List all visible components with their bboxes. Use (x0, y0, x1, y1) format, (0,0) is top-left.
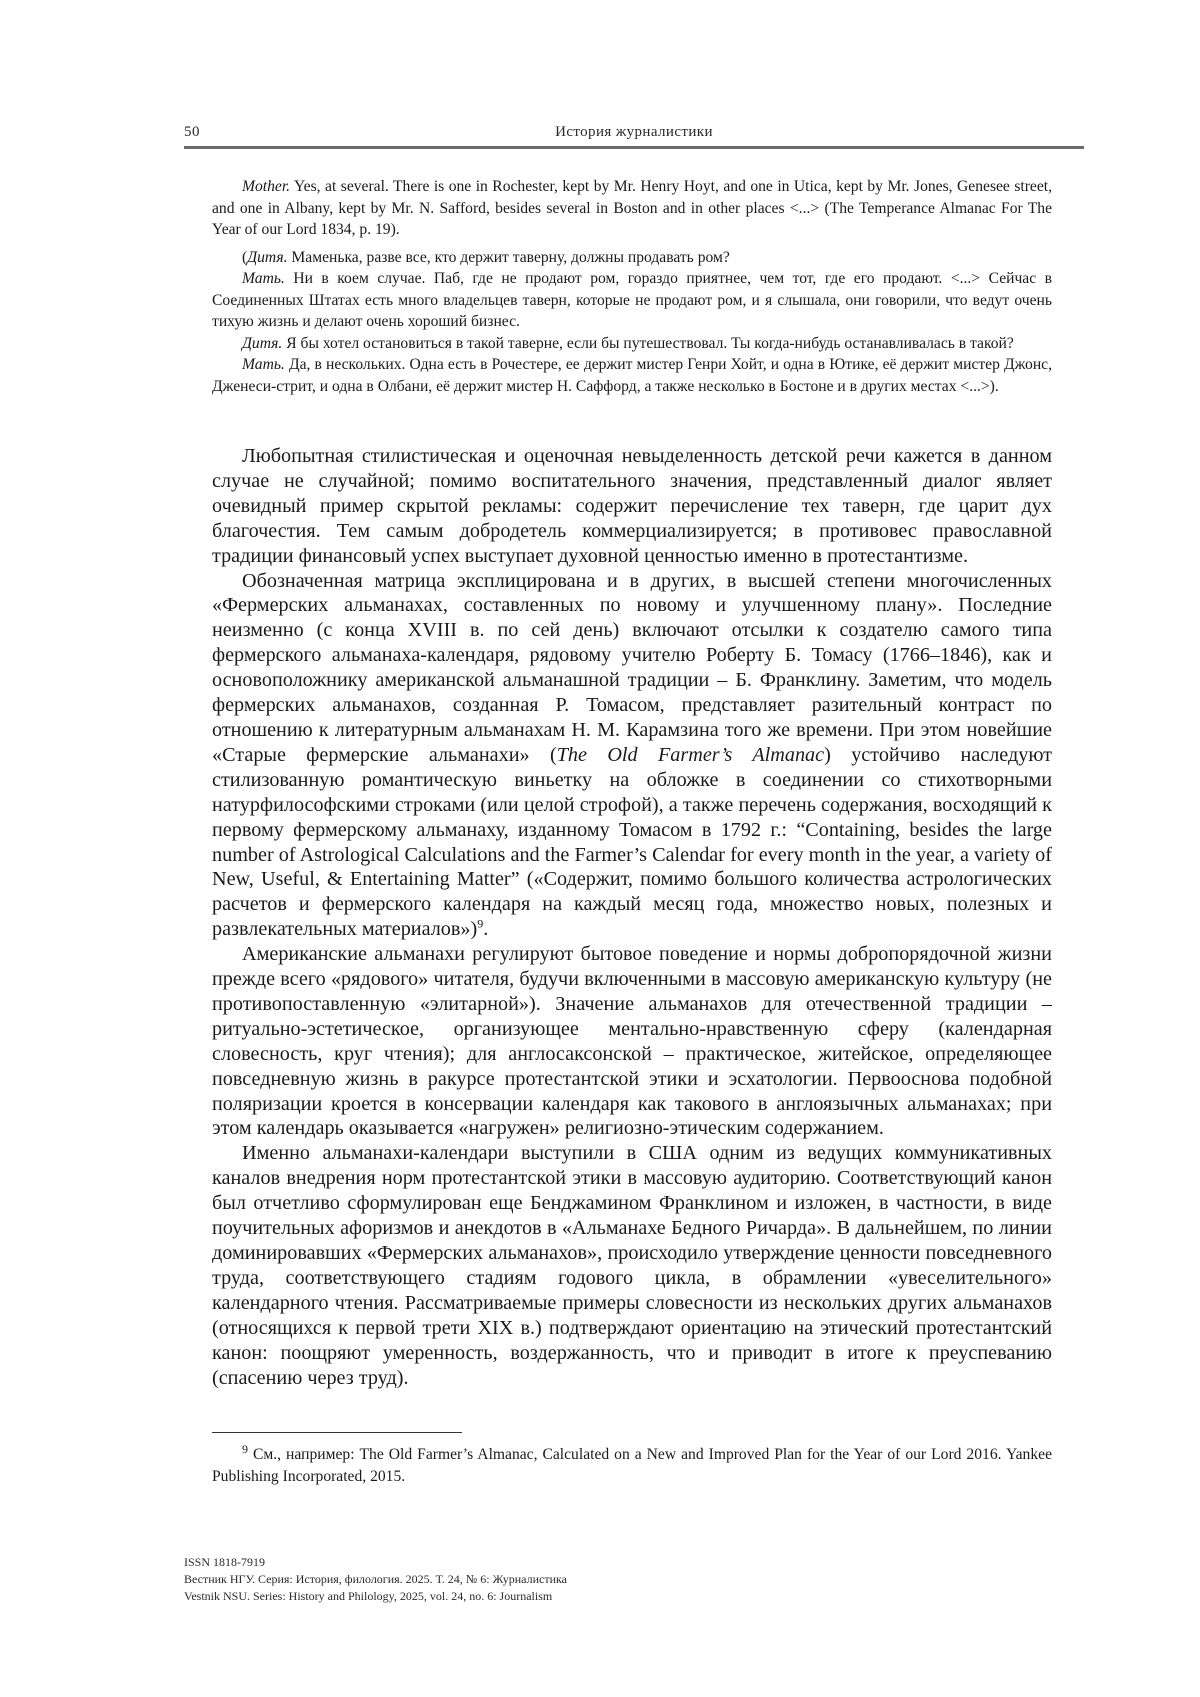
body-paragraph-2: Обозначенная матрица эксплицирована и в других, в высшей степени многочисленных «Фермерских альманахах, составленных по новому и улучшенному плану». Последние неизменно (с конца XVIII в. по сей день) включают отсылки к создателю самого типа фермерского альманаха-календаря, рядовому учителю Роберту Б. Томасу (1766–1846), как и основоположнику американской альманашной традиции – Б. Франклину. Заметим, что модель фермерских альманахов, созданная Р. Томасом, представляет разительный контраст по отношению к литературным альманахам Н. М. Карамзина того же времени. При этом новейшие «Старые фермерские альманахи» (The Old Farmer’s Almanac) устойчиво наследуют стилизованную романтическую виньетку на обложке в соединении со стихотворными натурфилософскими строками (или целой строфой), а также перечень содержания, восходящий к первому фермерскому альманаху, изданному Томасом в 1792 г.: “Containing, besides the large number of Astrological Calculations and the Farmer’s Calendar for every month in the year, a variety of New, Useful, & Entertaining Matter” («Содержит, помимо большого количества астрологических расчетов и фермерского календаря на каждый месяц года, множество новых, полезных и развлекательных материалов»)9. (212, 569, 1052, 943)
translation-paragraph (212, 354, 1052, 397)
body-paragraph-1: Любопытная стилистическая и оценочная невыделенность детской речи кажется в данном случае не случайной; помимо воспитательного значения, представленный диалог являет очевидный пример скрытой рекламы: содержит перечисление тех таверн, где царит дух благочестия. Тем самым добродетель коммерциализируется; в противовес православной традиции финансовый успех выступает духовной ценностью именно в протестантизме. (212, 444, 1052, 569)
quote-text: Да, в нескольких. Одна есть в Рочестере, ее держит мистер Генри Хойт, и одна в Ютике, её держит мистер Джонс, Дженеси-стрит, и одна в Олбани, её держит мистер Н. Саффорд, а также несколько в Бостоне и в других местах <...>). (212, 356, 1052, 395)
body-paragraph-4: Именно альманахи-календари выступили в США одним из ведущих коммуникативных каналов внедрения норм протестантской этики в массовую аудиторию. Соответствующий канон был отчетливо сформулирован еще Бенджамином Франклином и изложен, в частности, в виде поучительных афоризмов и анекдотов в «Альманахе Бедного Ричарда». В дальнейшем, по линии доминировавших «Фермерских альманахов», происходило утверждение ценности повседневного труда, соответствующего стадиям годового цикла, в обрамлении «увеселительного» календарного чтения. Рассматриваемые примеры словесности из нескольких других альманахов (относящихся к первой трети XIX в.) подтверждают ориентацию на этический протестантский канон: поощряют умеренность, воздержанность, что и приводит в итоге к преуспеванию (спасению через труд). (212, 1141, 1052, 1390)
imprint-russian: Вестник НГУ. Серия: История, филология. 2025. Т. 24, № 6: Журналистика (184, 1571, 884, 1588)
footnote-reference[interactable]: 9 (477, 916, 483, 930)
almanac-title-italic: The Old Farmer’s Almanac (557, 744, 824, 766)
quote-text: Я бы хотел остановиться в такой таверне, если бы путешествовал. Ты когда-нибудь останавливалась в такой? (282, 335, 1013, 352)
quote-text: Yes, at several. There is one in Rochester, kept by Mr. Henry Hoyt, and one in Utica, kept by Mr. Jones, Genesee street, and one in Albany, kept by Mr. N. Safford, besides several in Boston and in other places <...> (The Temperance Almanac For The Year of our Lord 1834, p. 19). (212, 178, 1052, 238)
speaker-label: Дитя. (242, 335, 282, 352)
english-quote-paragraph (212, 176, 1052, 241)
speaker-label: Дитя. (247, 249, 287, 266)
imprint-english: Vestnik NSU. Series: History and Philology, 2025, vol. 24, no. 6: Journalism (184, 1588, 884, 1605)
body-paragraph-3: Американские альманахи регулируют бытовое поведение и нормы добропорядочной жизни прежде всего «рядового» читателя, будучи включенными в массовую американскую культуру (не противопоставленную «элитарной»). Значение альманахов для отечественной традиции – ритуально-эстетическое, организующее ментально-нравственную сферу (календарная словесность, круг чтения); для англосаксонской – практическое, житейское, определяющее повседневную жизнь в ракурсе протестантской этики и эсхатологии. Первооснова подобной поляризации кроется в консервации календаря как такового в англоязычных альманахах; при этом календарь оказывается «нагружен» религиозно-этическим содержанием. (212, 942, 1052, 1141)
footnote-text: См., например: The Old Farmer’s Almanac, Calculated on a New and Improved Plan for the Year of our Lord 2016. Yankee Publishing Incorporated, 2015. (212, 1446, 1052, 1485)
running-header (184, 122, 1084, 146)
quote-text: Маменька, разве все, кто держит таверну, должны продавать ром? (288, 249, 730, 266)
footnote (212, 1444, 1052, 1488)
header-rule (184, 146, 1084, 149)
speaker-label: Mother. (242, 178, 290, 195)
journal-imprint (184, 1554, 884, 1605)
quote-text: Ни в коем случае. Паб, где не продают ром, гораздо приятнее, чем тот, где его продают. <...> Сейчас в Соединенных Штатах есть много владельцев таверн, которые не продают ром, и я слышала, они говорили, что ведут очень тихую жизнь и делают очень хороший бизнес. (212, 270, 1052, 330)
translation-paragraph (212, 333, 1052, 355)
footnote-number: 9 (242, 1442, 248, 1456)
page-number: 50 (184, 124, 200, 141)
quoted-dialogue (212, 176, 1052, 397)
journal-page (0, 0, 1200, 1697)
main-text (212, 444, 1052, 1390)
issn: ISSN 1818-7919 (184, 1554, 884, 1571)
footnote-separator (212, 1432, 462, 1433)
speaker-label: Мать. (242, 356, 285, 373)
translation-paragraph: (Дитя. Маменька, разве все, кто держит таверну, должны продавать ром? (212, 247, 1052, 269)
speaker-label: Мать. (242, 270, 285, 287)
journal-section-title: История журналистики (184, 124, 1084, 141)
translation-paragraph (212, 268, 1052, 333)
